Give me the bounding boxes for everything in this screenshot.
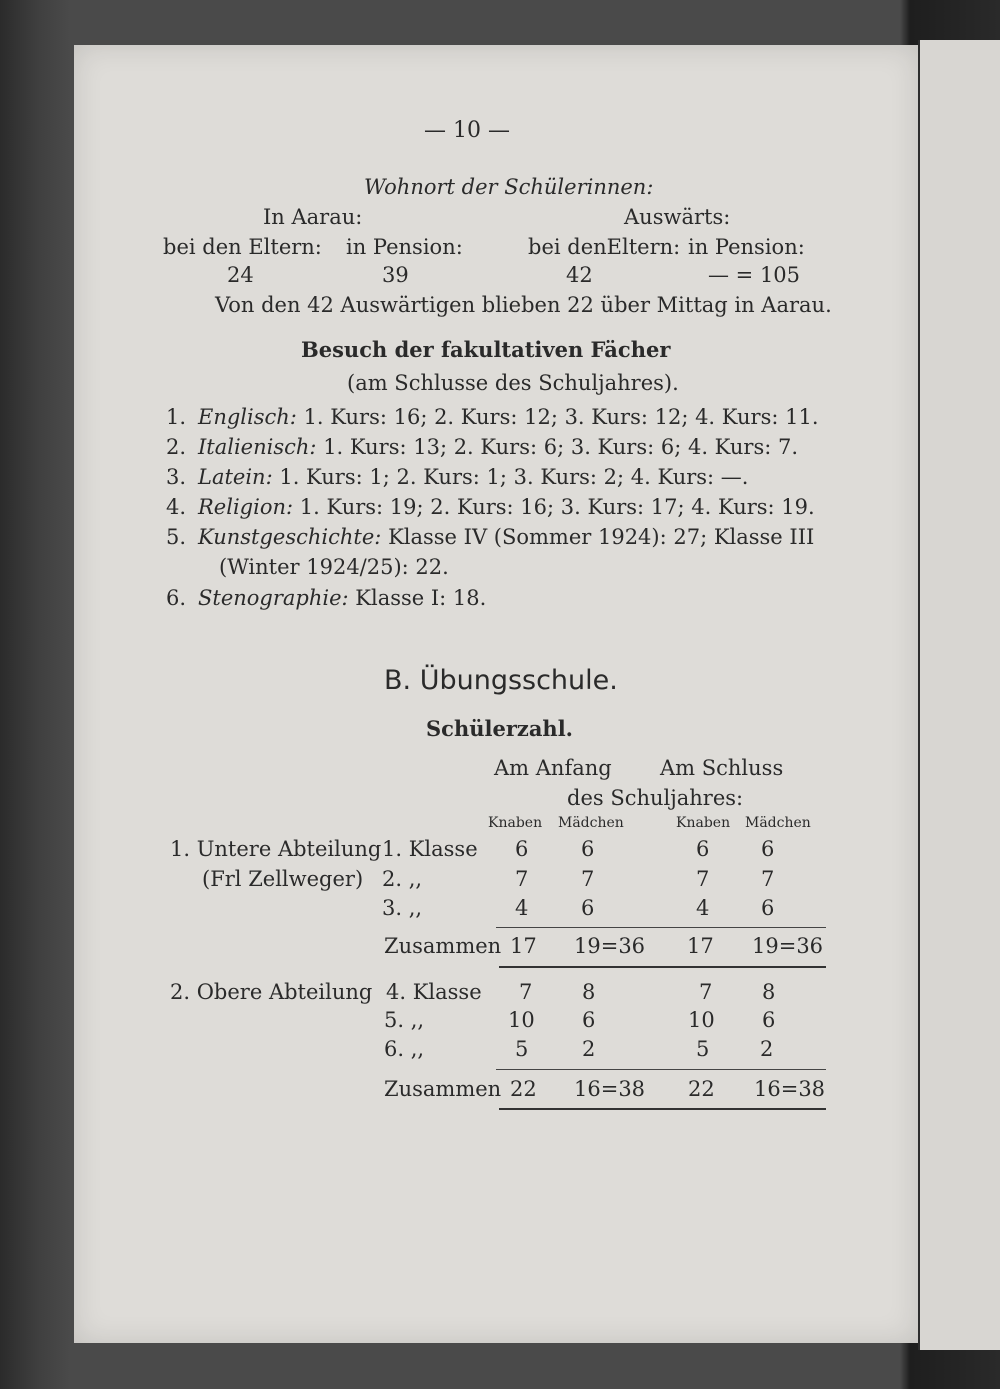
- auswaerts-heading: Auswärts:: [624, 205, 731, 229]
- col-parents-aarau: bei den Eltern:: [163, 235, 322, 259]
- total-anfang-knaben: 17: [510, 934, 537, 958]
- subject-name: Religion:: [198, 495, 294, 519]
- col-maedchen-schluss: Mädchen: [745, 815, 811, 831]
- cell-schluss-knaben: 4: [696, 896, 710, 920]
- col-anfang: Am Anfang: [494, 756, 612, 780]
- subject-courses: 1. Kurs: 13; 2. Kurs: 6; 3. Kurs: 6; 4. Kurs: 7.: [323, 435, 799, 459]
- section-b-title: B. Übungsschule.: [384, 665, 618, 696]
- cell-anfang-knaben: 6: [515, 837, 529, 861]
- subject-name: Kunstgeschichte:: [198, 525, 382, 549]
- col-maedchen-anfang: Mädchen: [558, 815, 624, 831]
- col-pension-aarau: in Pension:: [346, 235, 463, 259]
- val-pension-aarau: 39: [382, 263, 409, 287]
- subject-name: Latein:: [198, 465, 273, 489]
- total-schluss-knaben: 17: [687, 934, 714, 958]
- total-label: Zusammen: [384, 934, 502, 958]
- page-number: — 10 —: [424, 118, 510, 143]
- residence-note: Von den 42 Auswärtigen blieben 22 über Mittag in Aarau.: [215, 293, 832, 317]
- col-schluss: Am Schluss: [660, 756, 784, 780]
- cell-schluss-knaben: 7: [699, 980, 713, 1004]
- subject-line-stenography: [198, 588, 486, 609]
- cell-schluss-knaben: 10: [688, 1008, 715, 1032]
- cell-schluss-maedchen: 2: [760, 1037, 774, 1061]
- cell-anfang-maedchen: 6: [581, 837, 595, 861]
- cell-anfang-knaben: 5: [515, 1037, 529, 1061]
- subject-name: Stenographie:: [198, 586, 349, 610]
- class-label: 6. ,,: [384, 1037, 425, 1061]
- cell-anfang-maedchen: 7: [581, 867, 595, 891]
- subject-courses: Klasse I: 18.: [355, 586, 487, 610]
- class-label: 5. ,,: [384, 1008, 425, 1032]
- cell-anfang-maedchen: 8: [582, 980, 596, 1004]
- subject-name: Englisch:: [198, 405, 297, 429]
- subject-number: 2.: [166, 435, 187, 459]
- subject-line-english: [198, 407, 819, 428]
- subject-continuation: (Winter 1924/25): 22.: [219, 555, 449, 579]
- cell-schluss-knaben: 5: [696, 1037, 710, 1061]
- class-label: 1. Klasse: [382, 837, 478, 861]
- subject-line-latin: [198, 467, 748, 488]
- val-parents-aarau: 24: [227, 263, 254, 287]
- cell-schluss-maedchen: 7: [761, 867, 775, 891]
- total-label: Zusammen: [384, 1077, 502, 1101]
- cell-anfang-knaben: 7: [519, 980, 533, 1004]
- total-anfang-maedchen: 19=36: [574, 934, 646, 958]
- cell-anfang-knaben: 4: [515, 896, 529, 920]
- cell-schluss-maedchen: 6: [762, 1008, 776, 1032]
- subject-courses: 1. Kurs: 16; 2. Kurs: 12; 3. Kurs: 12; 4. Kurs: 11.: [303, 405, 819, 429]
- cell-schluss-maedchen: 6: [761, 896, 775, 920]
- subject-number: 5.: [166, 525, 187, 549]
- book-page: [74, 45, 918, 1343]
- subject-line-art-history: [198, 527, 814, 548]
- val-pension-auswaerts: — = 105: [708, 263, 801, 287]
- group-label: 1. Untere Abteilung: [170, 837, 382, 861]
- subject-number: 3.: [166, 465, 187, 489]
- total-anfang-maedchen: 16=38: [574, 1077, 646, 1101]
- total-rule: [499, 966, 826, 968]
- subject-number: 6.: [166, 586, 187, 610]
- total-schluss-maedchen: 16=38: [754, 1077, 826, 1101]
- cell-schluss-maedchen: 6: [761, 837, 775, 861]
- subject-courses: 1. Kurs: 19; 2. Kurs: 16; 3. Kurs: 17; 4. Kurs: 19.: [299, 495, 815, 519]
- in-aarau-heading: In Aarau:: [263, 205, 363, 229]
- total-rule: [499, 1108, 826, 1110]
- cell-anfang-knaben: 10: [508, 1008, 535, 1032]
- subject-line-religion: [198, 497, 815, 518]
- facing-page-edge: [918, 40, 1000, 1350]
- subject-courses: Klasse IV (Sommer 1924): 27; Klasse III: [388, 525, 815, 549]
- section-b-subtitle: Schülerzahl.: [426, 716, 573, 741]
- class-label: 4. Klasse: [386, 980, 482, 1004]
- val-parents-auswaerts: 42: [566, 263, 593, 287]
- cell-schluss-maedchen: 8: [762, 980, 776, 1004]
- total-schluss-maedchen: 19=36: [752, 934, 824, 958]
- cell-anfang-maedchen: 6: [581, 896, 595, 920]
- subtotal-rule: [496, 1069, 826, 1070]
- class-label: 2. ,,: [382, 867, 423, 891]
- col-pension-auswaerts: in Pension:: [688, 235, 805, 259]
- subject-courses: 1. Kurs: 1; 2. Kurs: 1; 3. Kurs: 2; 4. Kurs: —.: [279, 465, 749, 489]
- class-label: 3. ,,: [382, 896, 423, 920]
- group-sublabel: (Frl Zellweger): [202, 867, 364, 891]
- subject-line-italian: [198, 437, 798, 458]
- residence-title: Wohnort der Schülerinnen:: [364, 175, 654, 199]
- col-schuljahr: des Schuljahres:: [567, 786, 744, 810]
- optional-subjects-subtitle: (am Schlusse des Schuljahres).: [347, 371, 679, 395]
- col-parents-auswaerts: bei denEltern:: [528, 235, 681, 259]
- cell-anfang-maedchen: 6: [582, 1008, 596, 1032]
- subject-number: 4.: [166, 495, 187, 519]
- total-anfang-knaben: 22: [510, 1077, 537, 1101]
- col-knaben-anfang: Knaben: [488, 815, 543, 831]
- cell-schluss-knaben: 7: [696, 867, 710, 891]
- cell-schluss-knaben: 6: [696, 837, 710, 861]
- subtotal-rule: [496, 927, 826, 928]
- group-label: 2. Obere Abteilung: [170, 980, 373, 1004]
- total-schluss-knaben: 22: [688, 1077, 715, 1101]
- subject-number: 1.: [166, 405, 187, 429]
- subject-name: Italienisch:: [198, 435, 317, 459]
- optional-subjects-title: Besuch der fakultativen Fächer: [301, 337, 671, 362]
- col-knaben-schluss: Knaben: [676, 815, 731, 831]
- cell-anfang-maedchen: 2: [582, 1037, 596, 1061]
- cell-anfang-knaben: 7: [515, 867, 529, 891]
